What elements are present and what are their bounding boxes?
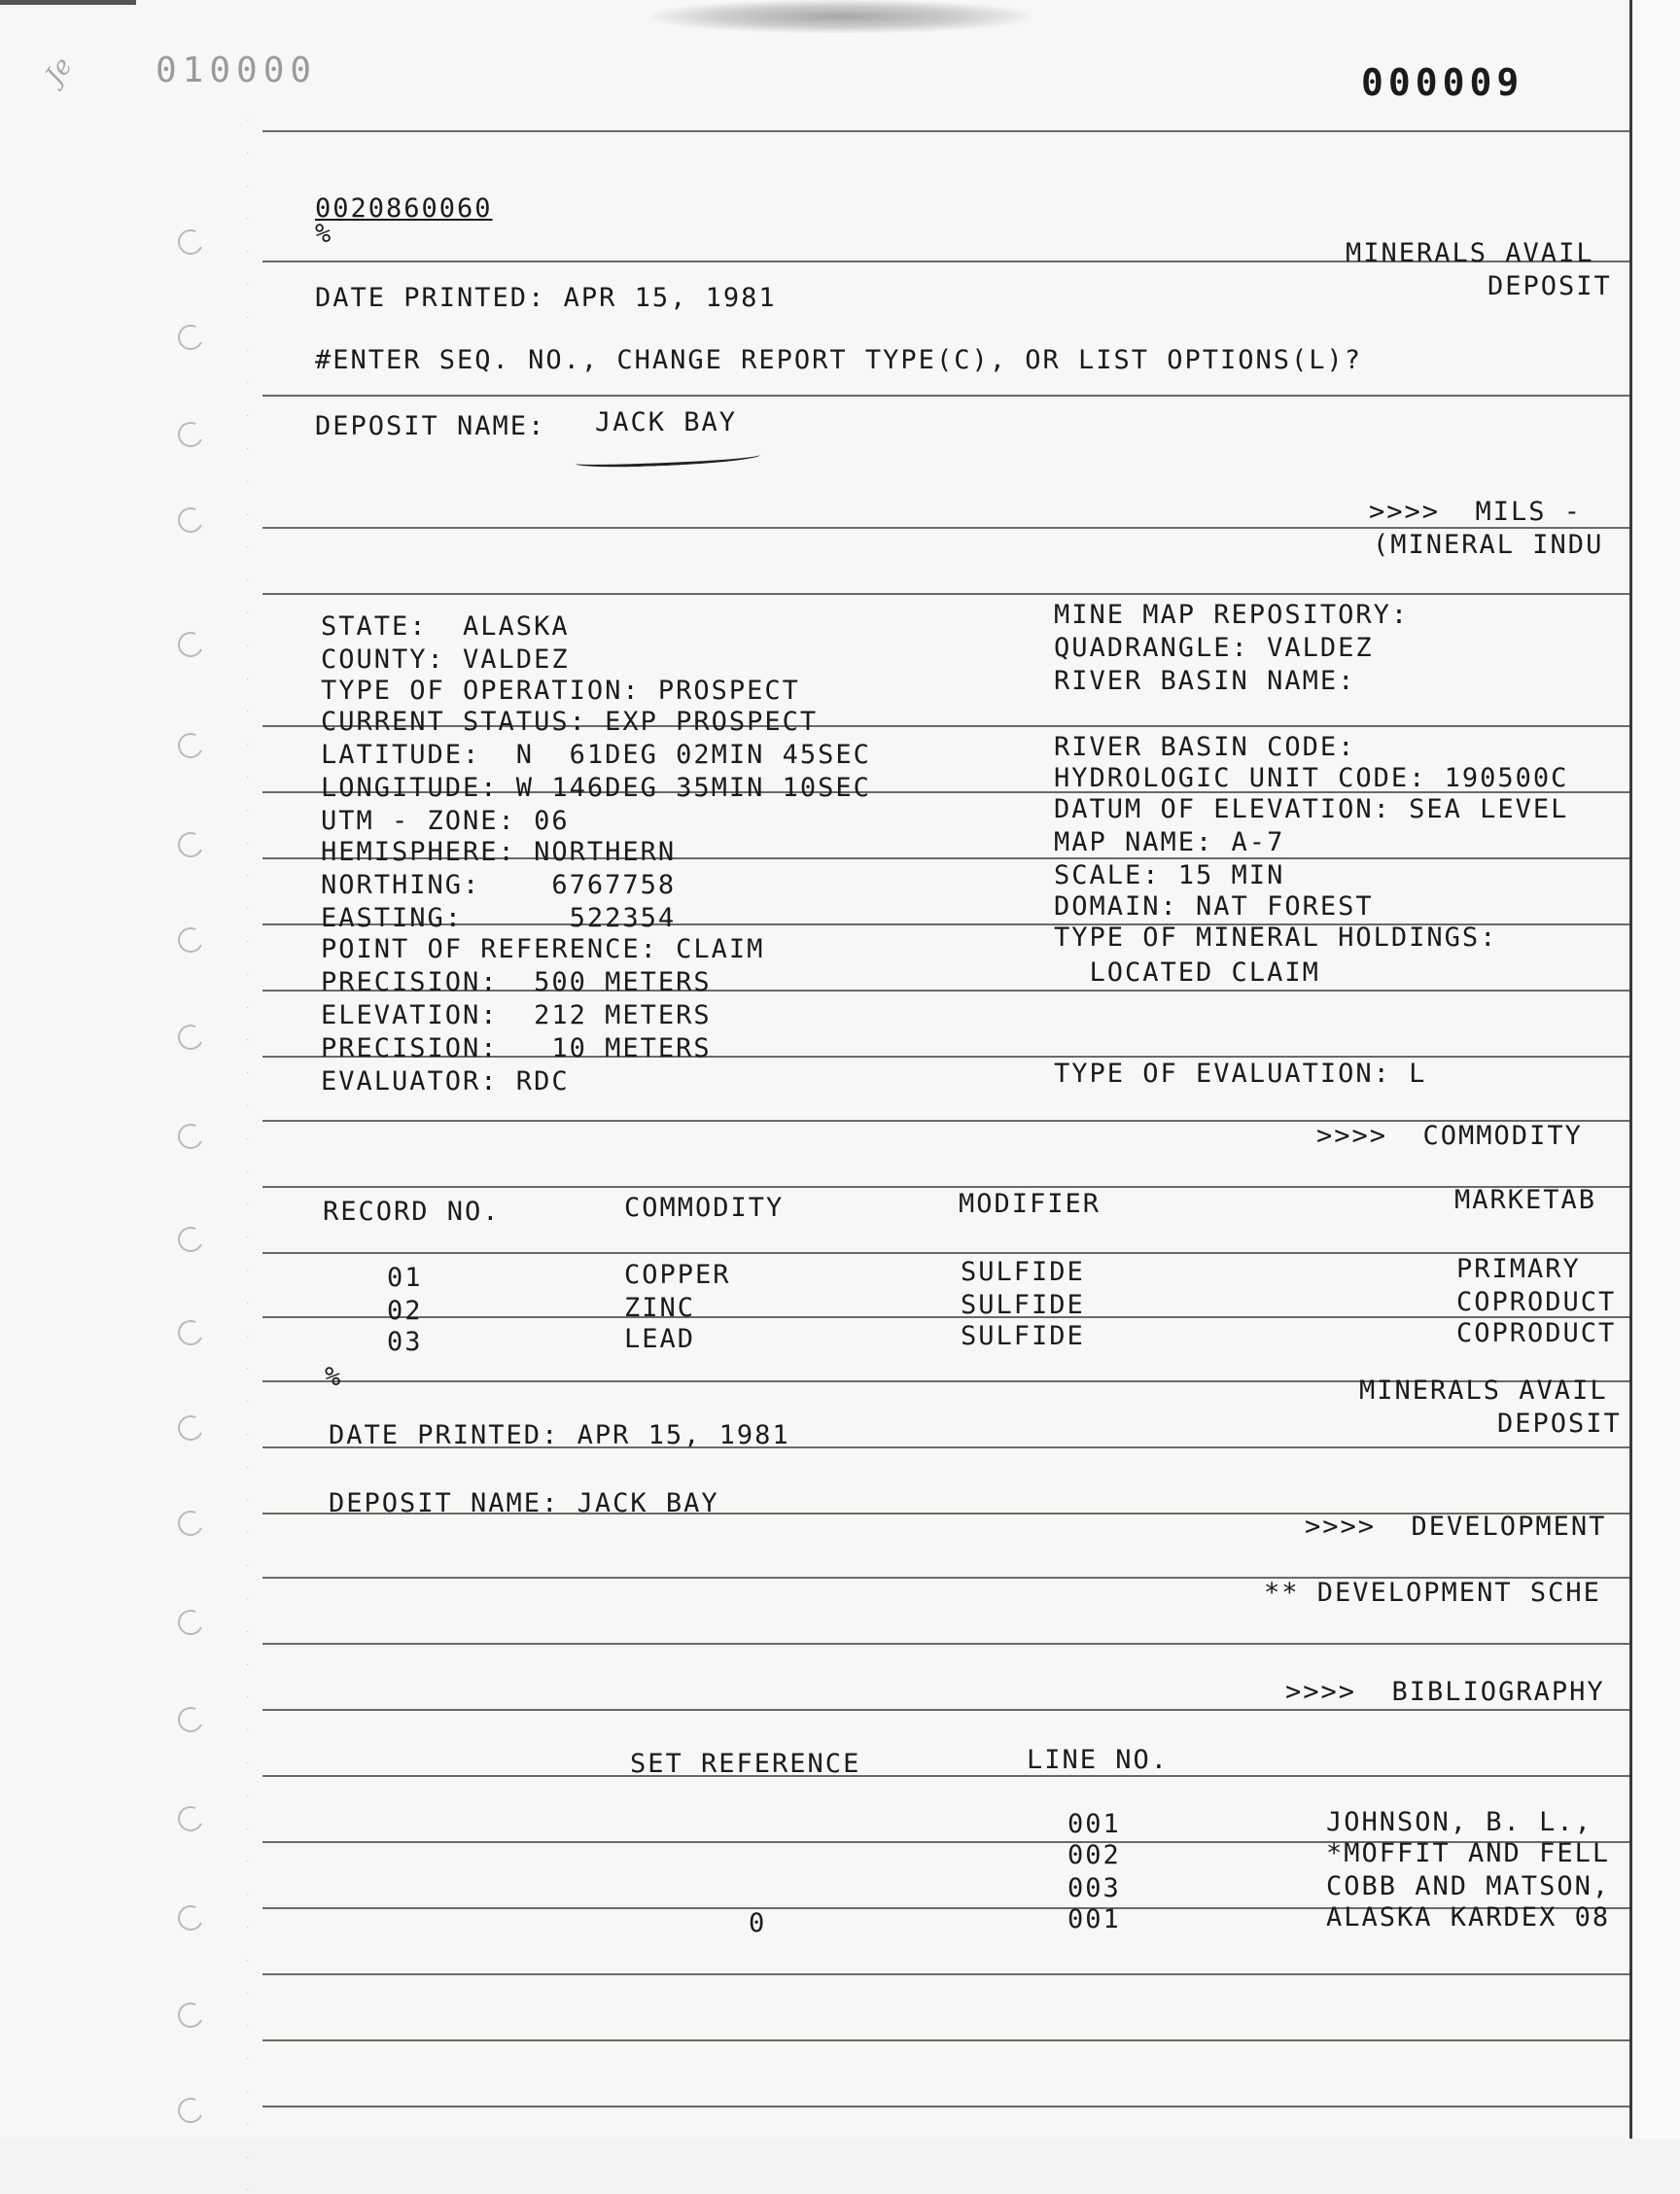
ruled-line: [262, 1709, 1629, 1711]
col-modifier: MODIFIER: [959, 1189, 1102, 1219]
margin-tick: ·: [246, 117, 249, 124]
margin-tick: ·: [246, 970, 249, 979]
deposit-name-2: DEPOSIT NAME: JACK BAY: [329, 1488, 719, 1518]
commodity-cell: 02: [387, 1296, 423, 1326]
margin-tick: ·: [246, 215, 249, 224]
deposit-name: JACK BAY: [595, 407, 738, 437]
percent-mark: %: [315, 219, 333, 249]
field-right-1: QUADRANGLE: VALDEZ: [1054, 633, 1374, 663]
margin-tick: ·: [246, 1891, 249, 1899]
report-subtitle: DEPOSIT: [1488, 271, 1612, 301]
commodity-cell: SULFIDE: [961, 1257, 1085, 1287]
commodity-header: >>>> COMMODITY: [1316, 1121, 1583, 1151]
margin-tick: ·: [246, 510, 249, 519]
biblio-reference: JOHNSON, B. L.,: [1326, 1807, 1592, 1837]
commodity-cell: COPRODUCT: [1456, 1318, 1617, 1348]
deposit-label: DEPOSIT NAME:: [315, 411, 546, 441]
margin-tick: ·: [246, 412, 249, 421]
col-line-no: LINE NO.: [1027, 1745, 1170, 1775]
margin-tick: ·: [246, 839, 249, 848]
field-right-6: MAP NAME: A-7: [1054, 827, 1285, 857]
margin-tick: ·: [246, 642, 249, 650]
commodity-cell: 03: [387, 1327, 423, 1357]
field-left-0: STATE: ALASKA: [321, 611, 570, 642]
field-right-4: HYDROLOGIC UNIT CODE: 190500C: [1054, 763, 1569, 793]
margin-tick: ·: [246, 1726, 249, 1735]
margin-tick: ·: [246, 1069, 249, 1078]
margin-tick: ·: [246, 872, 249, 881]
biblio-line-no: 001: [1068, 1904, 1121, 1934]
percent-mark-2: %: [325, 1362, 343, 1392]
biblio-set: 0: [749, 1908, 767, 1938]
margin-tick: ·: [246, 543, 249, 552]
ruled-line: [262, 527, 1629, 529]
margin-tick: ·: [246, 774, 249, 782]
margin-tick: ·: [246, 576, 249, 585]
field-left-10: POINT OF REFERENCE: CLAIM: [321, 934, 765, 964]
margin-tick: ·: [246, 346, 249, 355]
biblio-line-no: 002: [1068, 1840, 1121, 1870]
biblio-reference: *MOFFIT AND FELL: [1326, 1838, 1611, 1868]
ruled-line: [262, 1643, 1629, 1645]
report-subtitle-2: DEPOSIT: [1497, 1409, 1622, 1439]
ruled-line: [262, 130, 1629, 132]
margin-tick: ·: [246, 938, 249, 946]
commodity-cell: 01: [387, 1263, 423, 1293]
margin-tick: ·: [246, 477, 249, 486]
top-smudge: [651, 0, 1031, 33]
field-right-5: DATUM OF ELEVATION: SEA LEVEL: [1054, 794, 1569, 824]
margin-tick: ·: [246, 1496, 249, 1505]
margin-tick: ·: [246, 1134, 249, 1143]
biblio-reference: COBB AND MATSON,: [1326, 1871, 1611, 1901]
development-schedule: ** DEVELOPMENT SCHE: [1264, 1578, 1601, 1608]
date-printed-2: DATE PRINTED: APR 15, 1981: [329, 1420, 790, 1450]
field-right-10: LOCATED CLAIM: [1054, 958, 1320, 988]
field-left-3: CURRENT STATUS: EXP PROSPECT: [321, 707, 819, 737]
margin-tick: ·: [246, 1989, 249, 1998]
development-header: >>>> DEVELOPMENT: [1305, 1512, 1607, 1542]
margin-tick: ·: [246, 1431, 249, 1439]
margin-tick: ·: [246, 1924, 249, 1932]
handwritten-mark: Je: [40, 52, 79, 90]
field-right-2: RIVER BASIN NAME:: [1054, 666, 1356, 696]
field-left-14: EVALUATOR: RDC: [321, 1066, 570, 1097]
margin-tick: ·: [246, 281, 249, 289]
field-left-9: EASTING: 522354: [321, 903, 677, 933]
field-left-6: UTM - ZONE: 06: [321, 806, 570, 836]
ruled-line: [262, 395, 1629, 397]
field-left-7: HEMISPHERE: NORTHERN: [321, 837, 677, 867]
margin-tick: ·: [246, 1299, 249, 1307]
field-left-13: PRECISION: 10 METERS: [321, 1033, 712, 1063]
field-right-11: TYPE OF EVALUATION: L: [1054, 1059, 1427, 1089]
ruled-line: [262, 593, 1629, 595]
margin-tick: ·: [246, 1234, 249, 1242]
field-right-0: MINE MAP REPOSITORY:: [1054, 600, 1410, 630]
field-right-8: DOMAIN: NAT FOREST: [1054, 891, 1374, 922]
report-title: MINERALS AVAIL: [1346, 238, 1594, 268]
margin-tick: ·: [246, 149, 249, 157]
top-left-mark: [0, 0, 136, 5]
field-left-1: COUNTY: VALDEZ: [321, 644, 570, 675]
commodity-cell: COPRODUCT: [1456, 1287, 1617, 1317]
command-prompt: #ENTER SEQ. NO., CHANGE REPORT TYPE(C), OR LIST OPTIONS(L)?: [315, 345, 1363, 375]
margin-tick: ·: [246, 182, 249, 191]
ruled-line: [262, 2039, 1629, 2041]
margin-tick: ·: [246, 741, 249, 749]
commodity-cell: SULFIDE: [961, 1290, 1085, 1320]
margin-tick: ·: [246, 1529, 249, 1538]
margin-tick: ·: [246, 1792, 249, 1800]
ruled-line: [262, 2106, 1629, 2107]
margin-tick: ·: [246, 609, 249, 617]
margin-tick: ·: [246, 2088, 249, 2096]
mils-subheader: (MINERAL INDU: [1373, 530, 1604, 560]
field-left-4: LATITUDE: N 61DEG 02MIN 45SEC: [321, 740, 871, 770]
margin-tick: ·: [246, 1365, 249, 1374]
margin-tick: ·: [246, 708, 249, 716]
margin-tick: ·: [246, 1398, 249, 1407]
col-record-no: RECORD NO.: [323, 1197, 501, 1227]
margin-tick: ·: [246, 1825, 249, 1833]
field-right-3: RIVER BASIN CODE:: [1054, 732, 1356, 762]
margin-tick: ·: [246, 806, 249, 815]
margin-tick: ·: [246, 2153, 249, 2162]
col-marketability: MARKETAB: [1454, 1185, 1597, 1215]
report-title-2: MINERALS AVAIL: [1359, 1376, 1608, 1406]
margin-tick: ·: [246, 1463, 249, 1472]
margin-tick: ·: [246, 1660, 249, 1669]
margin-tick: ·: [246, 1595, 249, 1603]
biblio-line-no: 003: [1068, 1873, 1121, 1903]
margin-tick: ·: [246, 675, 249, 683]
margin-tick: ·: [246, 1759, 249, 1767]
date-printed: DATE PRINTED: APR 15, 1981: [315, 283, 777, 313]
field-right-9: TYPE OF MINERAL HOLDINGS:: [1054, 923, 1498, 953]
margin-tick: ·: [246, 1267, 249, 1274]
margin-tick: ·: [246, 1627, 249, 1636]
margin-tick: ·: [246, 1562, 249, 1571]
commodity-cell: SULFIDE: [961, 1321, 1085, 1351]
ruled-line: [262, 1973, 1629, 1975]
field-left-8: NORTHING: 6767758: [321, 870, 677, 900]
field-left-5: LONGITUDE: W 146DEG 35MIN 10SEC: [321, 773, 871, 803]
margin-tick: ·: [246, 2120, 249, 2129]
margin-tick: ·: [246, 1201, 249, 1209]
margin-tick: ·: [246, 445, 249, 453]
page-number: 000009: [1361, 61, 1524, 104]
margin-tick: ·: [246, 1858, 249, 1866]
margin-tick: ·: [246, 2186, 249, 2194]
field-left-11: PRECISION: 500 METERS: [321, 967, 712, 997]
mils-header: >>>> MILS -: [1369, 497, 1583, 527]
commodity-cell: COPPER: [624, 1260, 731, 1290]
margin-tick: ·: [246, 1693, 249, 1702]
commodity-cell: ZINC: [624, 1293, 696, 1323]
margin-tick: ·: [246, 1003, 249, 1012]
col-set-reference: SET REFERENCE: [630, 1749, 861, 1779]
field-left-2: TYPE OF OPERATION: PROSPECT: [321, 676, 800, 706]
bibliography-header: >>>> BIBLIOGRAPHY: [1285, 1677, 1605, 1707]
ruled-line: [262, 1316, 1629, 1318]
margin-tick: ·: [246, 379, 249, 388]
margin-tick: ·: [246, 1332, 249, 1341]
page-margin-right: [1632, 0, 1680, 2139]
ruled-line: [262, 1775, 1629, 1777]
margin-tick: ·: [246, 2022, 249, 2031]
margin-tick: ·: [246, 313, 249, 322]
biblio-reference: ALASKA KARDEX 08: [1326, 1902, 1611, 1933]
commodity-cell: PRIMARY: [1456, 1254, 1581, 1284]
field-right-7: SCALE: 15 MIN: [1054, 860, 1285, 890]
margin-tick: ·: [246, 1102, 249, 1110]
margin-tick: ·: [246, 2055, 249, 2064]
margin-tick: ·: [246, 905, 249, 914]
col-commodity: COMMODITY: [624, 1193, 785, 1223]
margin-tick: ·: [246, 1036, 249, 1045]
biblio-line-no: 001: [1068, 1809, 1121, 1839]
margin-tick: ·: [246, 1956, 249, 1965]
ruled-line: [262, 1252, 1629, 1254]
ruled-line: [262, 1186, 1629, 1188]
sequence-id: 0020860060: [315, 193, 493, 224]
faint-number: 010000: [156, 51, 318, 90]
margin-tick: ·: [246, 248, 249, 257]
commodity-cell: LEAD: [624, 1324, 696, 1354]
margin-tick: ·: [246, 1167, 249, 1176]
field-left-12: ELEVATION: 212 METERS: [321, 1000, 712, 1030]
